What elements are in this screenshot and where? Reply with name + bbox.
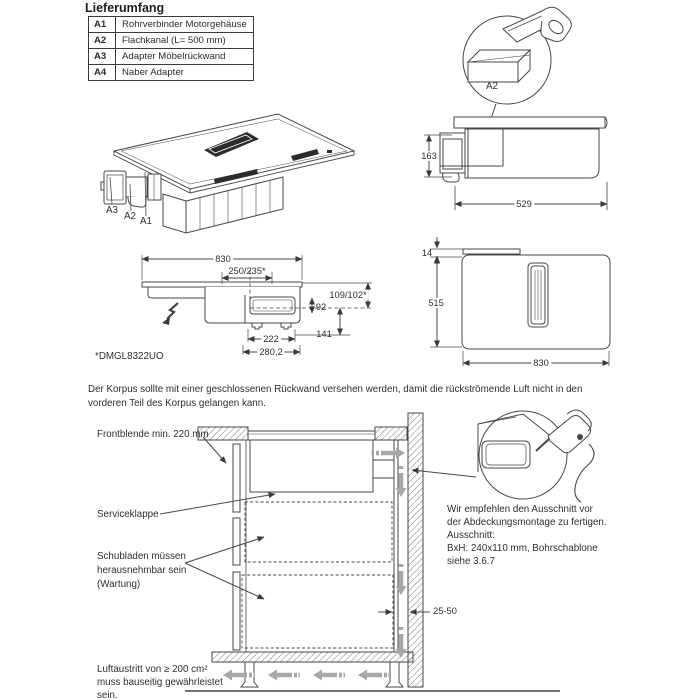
table-row xyxy=(89,17,254,33)
part-label: Adapter Möbelrückwand xyxy=(116,49,254,65)
top-view-drawing xyxy=(430,237,610,366)
cutout-note-line3: Ausschnitt: xyxy=(447,530,495,541)
page-title: Lieferumfang xyxy=(85,1,165,15)
dim-height-109-102: 109/102* xyxy=(329,290,367,300)
dim-height-141: 141 xyxy=(316,329,332,339)
air-outlet-line3: sein. xyxy=(97,690,118,700)
parts-table xyxy=(88,16,254,81)
part-id: A3 xyxy=(89,49,116,65)
table-row xyxy=(89,65,254,81)
iso-label-a3: A3 xyxy=(106,205,118,216)
part-label: Rohrverbinder Motorgehäuse xyxy=(116,17,254,33)
cutout-note-line1: Wir empfehlen den Ausschnitt vor xyxy=(447,504,593,515)
isometric-view-drawing xyxy=(101,114,354,233)
iso-label-a1: A1 xyxy=(140,216,152,227)
body-text: Der Korpus sollte mit einer geschlossenen Rückwand versehen werden, damit die rückströmende Luft nicht in den vorderen Teil des Korpus gelangen kann. xyxy=(88,384,583,409)
dim-width-222: 222 xyxy=(263,334,279,344)
dim-height-92: 92 xyxy=(315,302,327,312)
dim-offset-14: 14 xyxy=(421,248,433,258)
drawers-label-line2: herausnehmbar sein xyxy=(97,565,187,576)
table-row xyxy=(89,49,254,65)
drawers-label-line3: (Wartung) xyxy=(97,579,141,590)
dim-height-163: 163 xyxy=(421,151,437,161)
electrical-connection-icon xyxy=(162,303,178,325)
cutout-note-line5: siehe 3.6.7 xyxy=(447,556,495,567)
iso-label-a2: A2 xyxy=(124,211,136,222)
part-id: A1 xyxy=(89,17,116,33)
air-outlet-line1: Luftaustritt von ≥ 200 cm² xyxy=(97,664,208,675)
part-label: Naber Adapter xyxy=(116,65,254,81)
callout-part-label: A2 xyxy=(486,81,498,92)
part-id: A2 xyxy=(89,33,116,49)
drawers-label-line1: Schubladen müssen xyxy=(97,551,186,562)
dim-width-529: 529 xyxy=(516,199,532,209)
dim-gap-25-50: 25-50 xyxy=(433,606,457,616)
cutout-note-line4: BxH: 240x110 mm, Bohrschablone xyxy=(447,543,598,554)
cutout-jigsaw-illustration xyxy=(412,410,594,502)
dim-width-830-top: 830 xyxy=(533,358,549,368)
model-note: *DMGL8322UO xyxy=(95,351,164,362)
part-label: Flachkanal (L= 500 mm) xyxy=(116,33,254,49)
part-id: A4 xyxy=(89,65,116,81)
table-row xyxy=(89,33,254,49)
dim-width-280: 280,2 xyxy=(259,347,283,357)
service-flap-label: Serviceklappe xyxy=(97,509,159,520)
cutout-note-line2: der Abdeckungsmontage zu fertigen. xyxy=(447,517,607,528)
dim-width-830-profile: 830 xyxy=(215,254,231,264)
side-view-drawing xyxy=(424,117,607,210)
front-panel-label: Frontblende min. 220 mm xyxy=(97,429,209,440)
dim-depth-515: 515 xyxy=(428,298,444,308)
air-outlet-line2: muss bauseitig gewährleistet xyxy=(97,677,223,688)
dim-duct-position: 250/235* xyxy=(228,266,266,276)
